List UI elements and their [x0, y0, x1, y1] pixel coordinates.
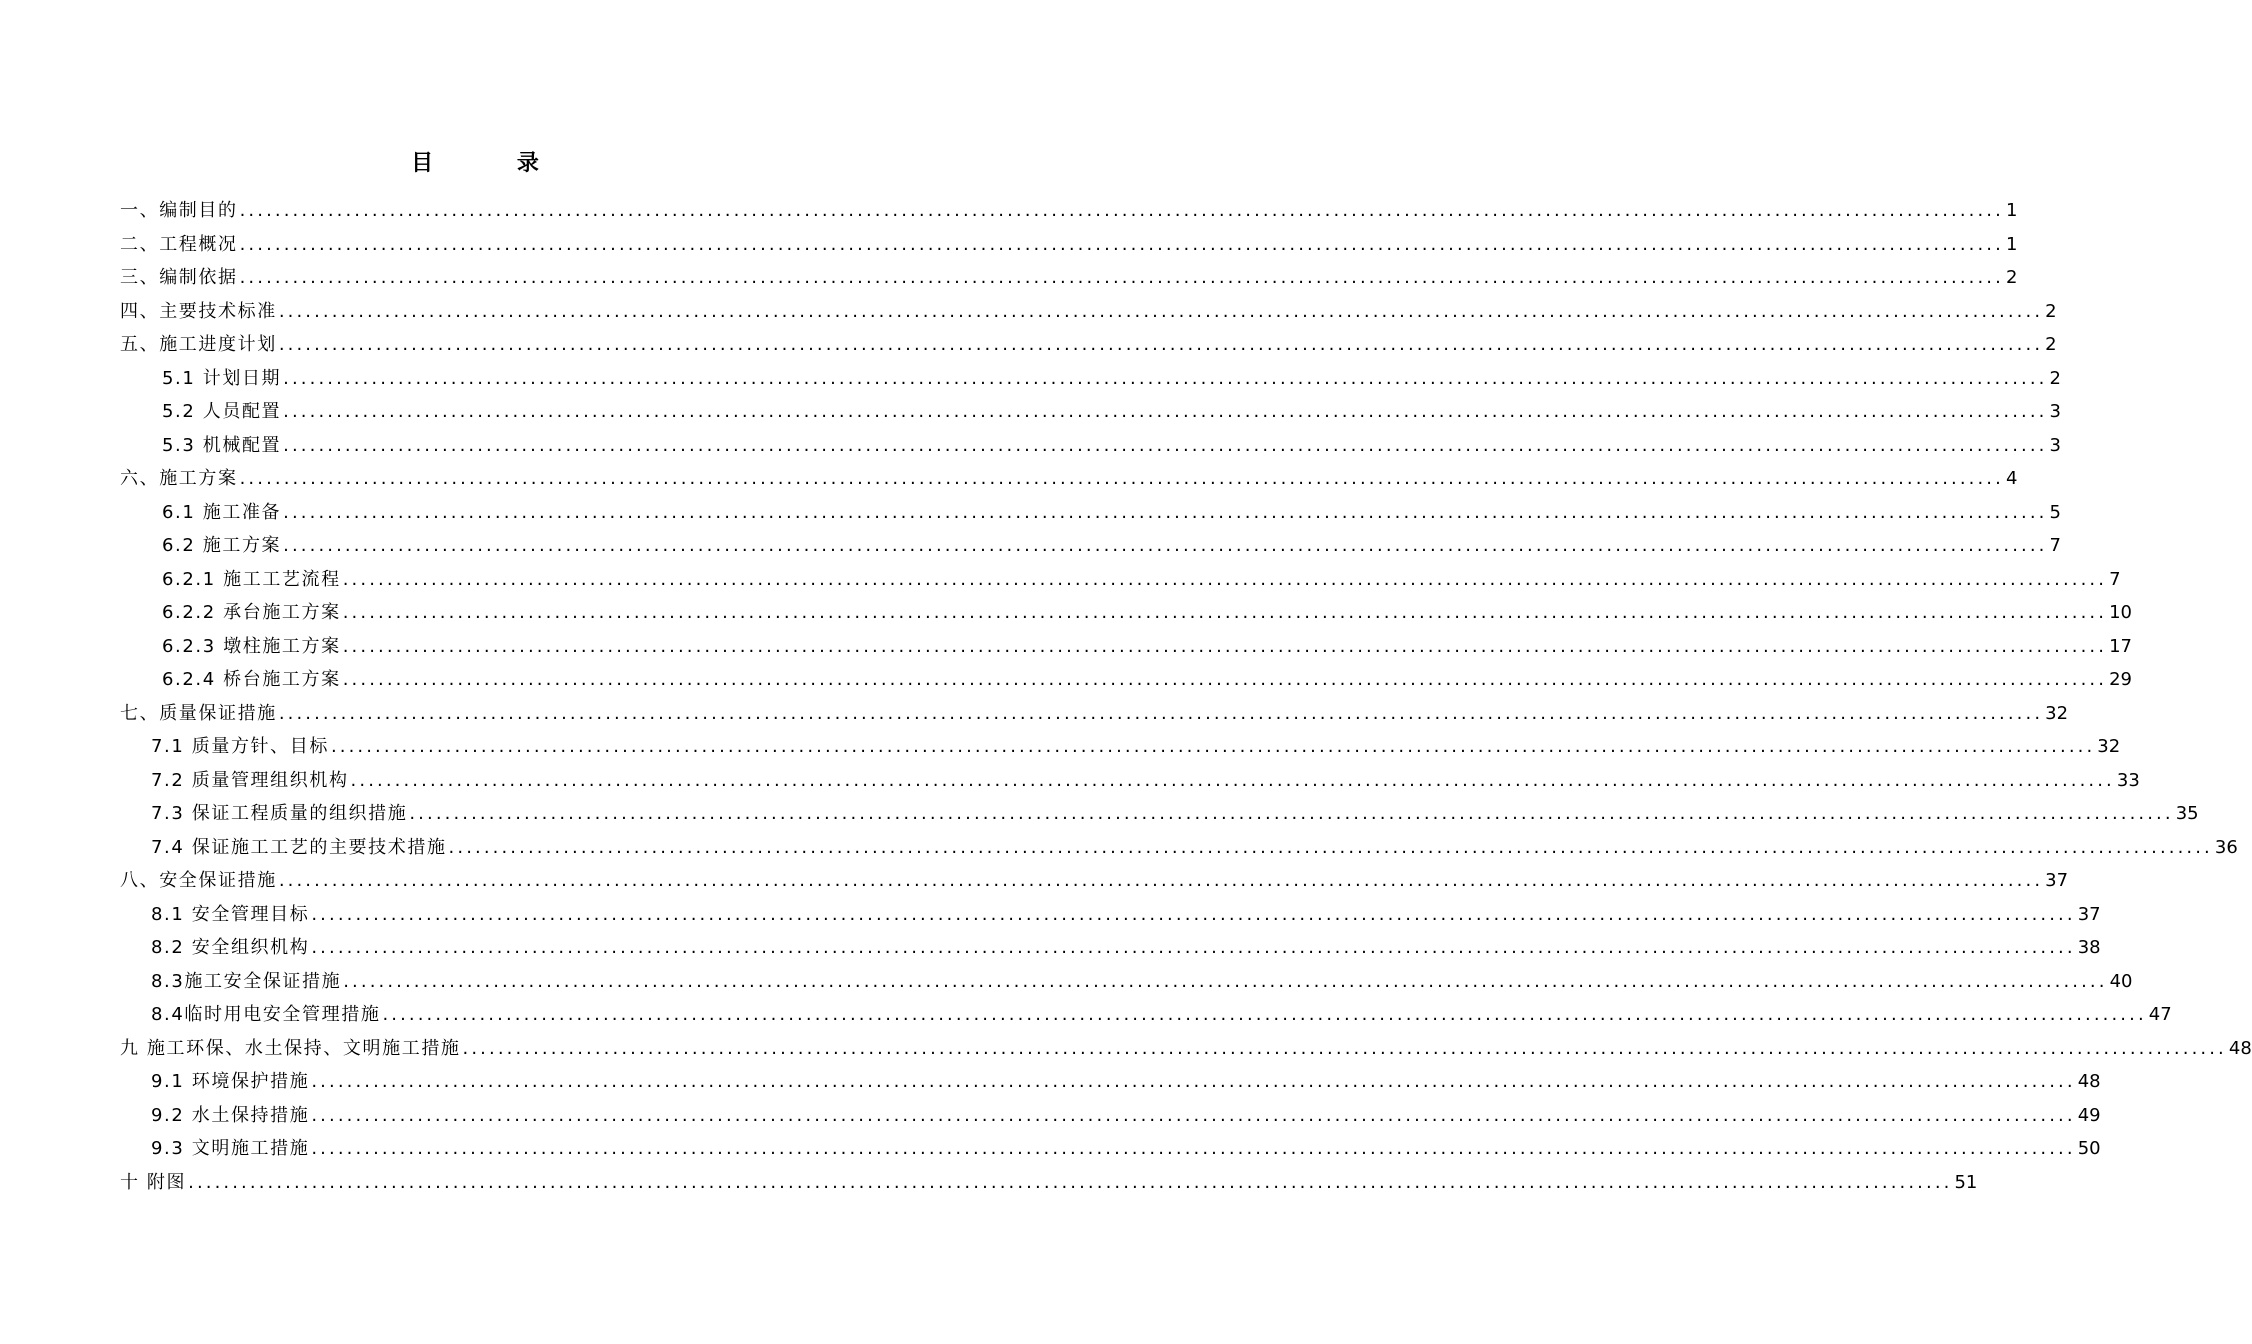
- toc-entry-label: 一、编制目的: [120, 200, 238, 221]
- toc-entry-page-number: 33: [2116, 769, 2140, 791]
- toc-entry-page-number: 17: [2109, 635, 2132, 657]
- toc-entry-page-number: 2: [2045, 334, 2057, 355]
- toc-entry[interactable]: [120, 833, 2238, 867]
- toc-entry[interactable]: [120, 330, 2057, 364]
- toc-entry[interactable]: [120, 933, 2101, 967]
- toc-entry-label: 7.3 保证工程质量的组织措施: [151, 803, 408, 824]
- toc-entry-page-number: 2: [2045, 300, 2057, 322]
- toc-entry-label: 五、施工进度计划: [120, 334, 277, 355]
- toc-entry[interactable]: [120, 866, 2069, 900]
- toc-entry-page-number: 29: [2109, 669, 2132, 690]
- toc-entry-label: 8.3施工安全保证措施: [151, 970, 342, 992]
- toc-entry-label: 9.1 环境保护措施: [151, 1071, 310, 1092]
- toc-entry[interactable]: [120, 699, 2069, 733]
- toc-leader-dots: ........................................................................................................................................................................................................: [188, 1171, 1953, 1193]
- toc-entry-label: 八、安全保证措施: [120, 870, 277, 891]
- toc-entry-page-number: 2: [2005, 267, 2018, 288]
- toc-leader-dots: ........................................................................................................................................................................................................: [311, 1104, 2076, 1126]
- toc-entry[interactable]: [120, 297, 2057, 331]
- toc-entry-label: 7.2 质量管理组织机构: [151, 769, 349, 791]
- toc-entry-page-number: 49: [2077, 1104, 2101, 1126]
- toc-entry-page-number: 2: [2049, 367, 2061, 389]
- toc-entry-page-number: 1: [2005, 233, 2018, 255]
- toc-leader-dots: ........................................................................................................................................................................................................: [409, 803, 2174, 824]
- toc-entry[interactable]: [120, 1134, 2101, 1168]
- toc-entry[interactable]: [120, 565, 2121, 599]
- toc-leader-dots: ........................................................................................................................................................................................................: [283, 535, 2048, 556]
- toc-leader-dots: ........................................................................................................................................................................................................: [311, 1138, 2076, 1159]
- toc-entry-page-number: 38: [2077, 937, 2101, 958]
- toc-leader-dots: ........................................................................................................................................................................................................: [239, 468, 2004, 489]
- toc-entry[interactable]: [120, 364, 2061, 398]
- toc-entry-page-number: 4: [2005, 468, 2018, 489]
- toc-entry-label: 5.2 人员配置: [162, 401, 282, 422]
- toc-leader-dots: ........................................................................................................................................................................................................: [283, 434, 2048, 456]
- toc-leader-dots: ........................................................................................................................................................................................................: [311, 1071, 2076, 1092]
- toc-title: 目 录: [411, 151, 577, 176]
- toc-entry[interactable]: [120, 531, 2061, 565]
- toc-entry[interactable]: [120, 1168, 1978, 1202]
- toc-entry[interactable]: [120, 766, 2140, 800]
- toc-entry-label: 7.4 保证施工工艺的主要技术措施: [151, 836, 447, 858]
- toc-leader-dots: ........................................................................................................................................................................................................: [239, 233, 2004, 255]
- toc-entry-label: 8.2 安全组织机构: [151, 937, 310, 958]
- toc-entry-label: 9.2 水土保持措施: [151, 1104, 310, 1126]
- toc-entry-label: 6.1 施工准备: [162, 501, 282, 523]
- toc-entry-label: 四、主要技术标准: [120, 300, 277, 322]
- toc-entry-label: 8.4临时用电安全管理措施: [151, 1004, 381, 1025]
- toc-leader-dots: ........................................................................................................................................................................................................: [239, 200, 2004, 221]
- toc-leader-dots: ........................................................................................................................................................................................................: [462, 1037, 2227, 1059]
- toc-entry-page-number: 35: [2175, 803, 2199, 824]
- toc-entry[interactable]: [120, 1000, 2172, 1034]
- toc-leader-dots: ........................................................................................................................................................................................................: [283, 501, 2048, 523]
- toc-entry-page-number: 7: [2049, 535, 2061, 556]
- toc-entry-page-number: 36: [2214, 836, 2238, 858]
- toc-entry-label: 6.2.3 墩柱施工方案: [162, 635, 341, 657]
- toc-leader-dots: ........................................................................................................................................................................................................: [239, 267, 2004, 288]
- toc-entry-label: 二、工程概况: [120, 233, 238, 255]
- toc-leader-dots: ........................................................................................................................................................................................................: [342, 568, 2108, 590]
- toc-entry[interactable]: [120, 397, 2061, 431]
- toc-entry-label: 九 施工环保、水土保持、文明施工措施: [120, 1037, 461, 1059]
- toc-entry[interactable]: [120, 732, 2121, 766]
- toc-entry[interactable]: [120, 665, 2132, 699]
- toc-entry-page-number: 5: [2049, 501, 2061, 523]
- toc-entry-page-number: 10: [2109, 602, 2132, 623]
- toc-entry-label: 8.1 安全管理目标: [151, 903, 310, 925]
- toc-leader-dots: ........................................................................................................................................................................................................: [448, 836, 2213, 858]
- toc-entry[interactable]: [120, 498, 2061, 532]
- toc-entry[interactable]: [120, 900, 2101, 934]
- toc-leader-dots: ........................................................................................................................................................................................................: [283, 367, 2048, 389]
- toc-leader-dots: ........................................................................................................................................................................................................: [342, 669, 2108, 690]
- toc-leader-dots: ........................................................................................................................................................................................................: [278, 870, 2044, 891]
- toc-entry-label: 6.2.1 施工工艺流程: [162, 568, 341, 590]
- toc-entry-page-number: 48: [2077, 1071, 2101, 1092]
- toc-entry-page-number: 32: [2045, 702, 2069, 724]
- toc-leader-dots: ........................................................................................................................................................................................................: [278, 334, 2044, 355]
- toc-entry[interactable]: [120, 196, 2018, 230]
- toc-entry-page-number: 1: [2005, 200, 2018, 221]
- toc-entry-page-number: 47: [2148, 1004, 2172, 1025]
- toc-entry-page-number: 50: [2077, 1138, 2101, 1159]
- toc-entry[interactable]: [120, 230, 2018, 264]
- toc-entry-label: 6.2 施工方案: [162, 535, 282, 556]
- toc-leader-dots: ........................................................................................................................................................................................................: [278, 300, 2044, 322]
- toc-entry-page-number: 3: [2049, 434, 2061, 456]
- toc-entry-label: 9.3 文明施工措施: [151, 1138, 310, 1159]
- toc-entry[interactable]: [120, 967, 2133, 1001]
- toc-entry[interactable]: [120, 598, 2132, 632]
- toc-leader-dots: ........................................................................................................................................................................................................: [311, 903, 2076, 925]
- toc-entry[interactable]: [120, 632, 2132, 666]
- toc-entry[interactable]: [120, 263, 2018, 297]
- toc-entry-label: 七、质量保证措施: [120, 702, 277, 724]
- toc-leader-dots: ........................................................................................................................................................................................................: [350, 769, 2115, 791]
- toc-entry-label: 三、编制依据: [120, 267, 238, 288]
- toc-entry-label: 6.2.2 承台施工方案: [162, 602, 341, 623]
- toc-entry-label: 5.1 计划日期: [162, 367, 282, 389]
- toc-entry-page-number: 32: [2097, 736, 2121, 757]
- toc-entry[interactable]: [120, 1101, 2101, 1135]
- toc-entry-page-number: 7: [2109, 568, 2121, 590]
- toc-entry-page-number: 48: [2228, 1037, 2252, 1059]
- toc-entry-page-number: 37: [2045, 870, 2069, 891]
- table-of-contents: [120, 196, 2252, 1201]
- toc-entry-page-number: 51: [1954, 1171, 1978, 1193]
- toc-leader-dots: ........................................................................................................................................................................................................: [382, 1004, 2147, 1025]
- toc-entry[interactable]: [120, 799, 2199, 833]
- toc-entry-page-number: 40: [2109, 970, 2133, 992]
- toc-entry[interactable]: [120, 1067, 2101, 1101]
- toc-entry-page-number: 37: [2077, 903, 2101, 925]
- toc-entry-label: 六、施工方案: [120, 468, 238, 489]
- toc-entry-label: 十 附图: [120, 1171, 187, 1193]
- toc-entry-label: 6.2.4 桥台施工方案: [162, 669, 341, 690]
- toc-leader-dots: ........................................................................................................................................................................................................: [342, 602, 2108, 623]
- toc-leader-dots: ........................................................................................................................................................................................................: [283, 401, 2048, 422]
- toc-leader-dots: ........................................................................................................................................................................................................: [342, 635, 2108, 657]
- toc-leader-dots: ........................................................................................................................................................................................................: [311, 937, 2076, 958]
- toc-entry[interactable]: [120, 431, 2061, 465]
- toc-leader-dots: ........................................................................................................................................................................................................: [343, 970, 2108, 992]
- toc-leader-dots: ........................................................................................................................................................................................................: [278, 702, 2044, 724]
- toc-entry-label: 7.1 质量方针、目标: [151, 736, 329, 757]
- toc-entry-label: 5.3 机械配置: [162, 434, 282, 456]
- toc-entry[interactable]: [120, 464, 2018, 498]
- toc-entry[interactable]: [120, 1034, 2252, 1068]
- toc-leader-dots: ........................................................................................................................................................................................................: [330, 736, 2096, 757]
- toc-entry-page-number: 3: [2049, 401, 2061, 422]
